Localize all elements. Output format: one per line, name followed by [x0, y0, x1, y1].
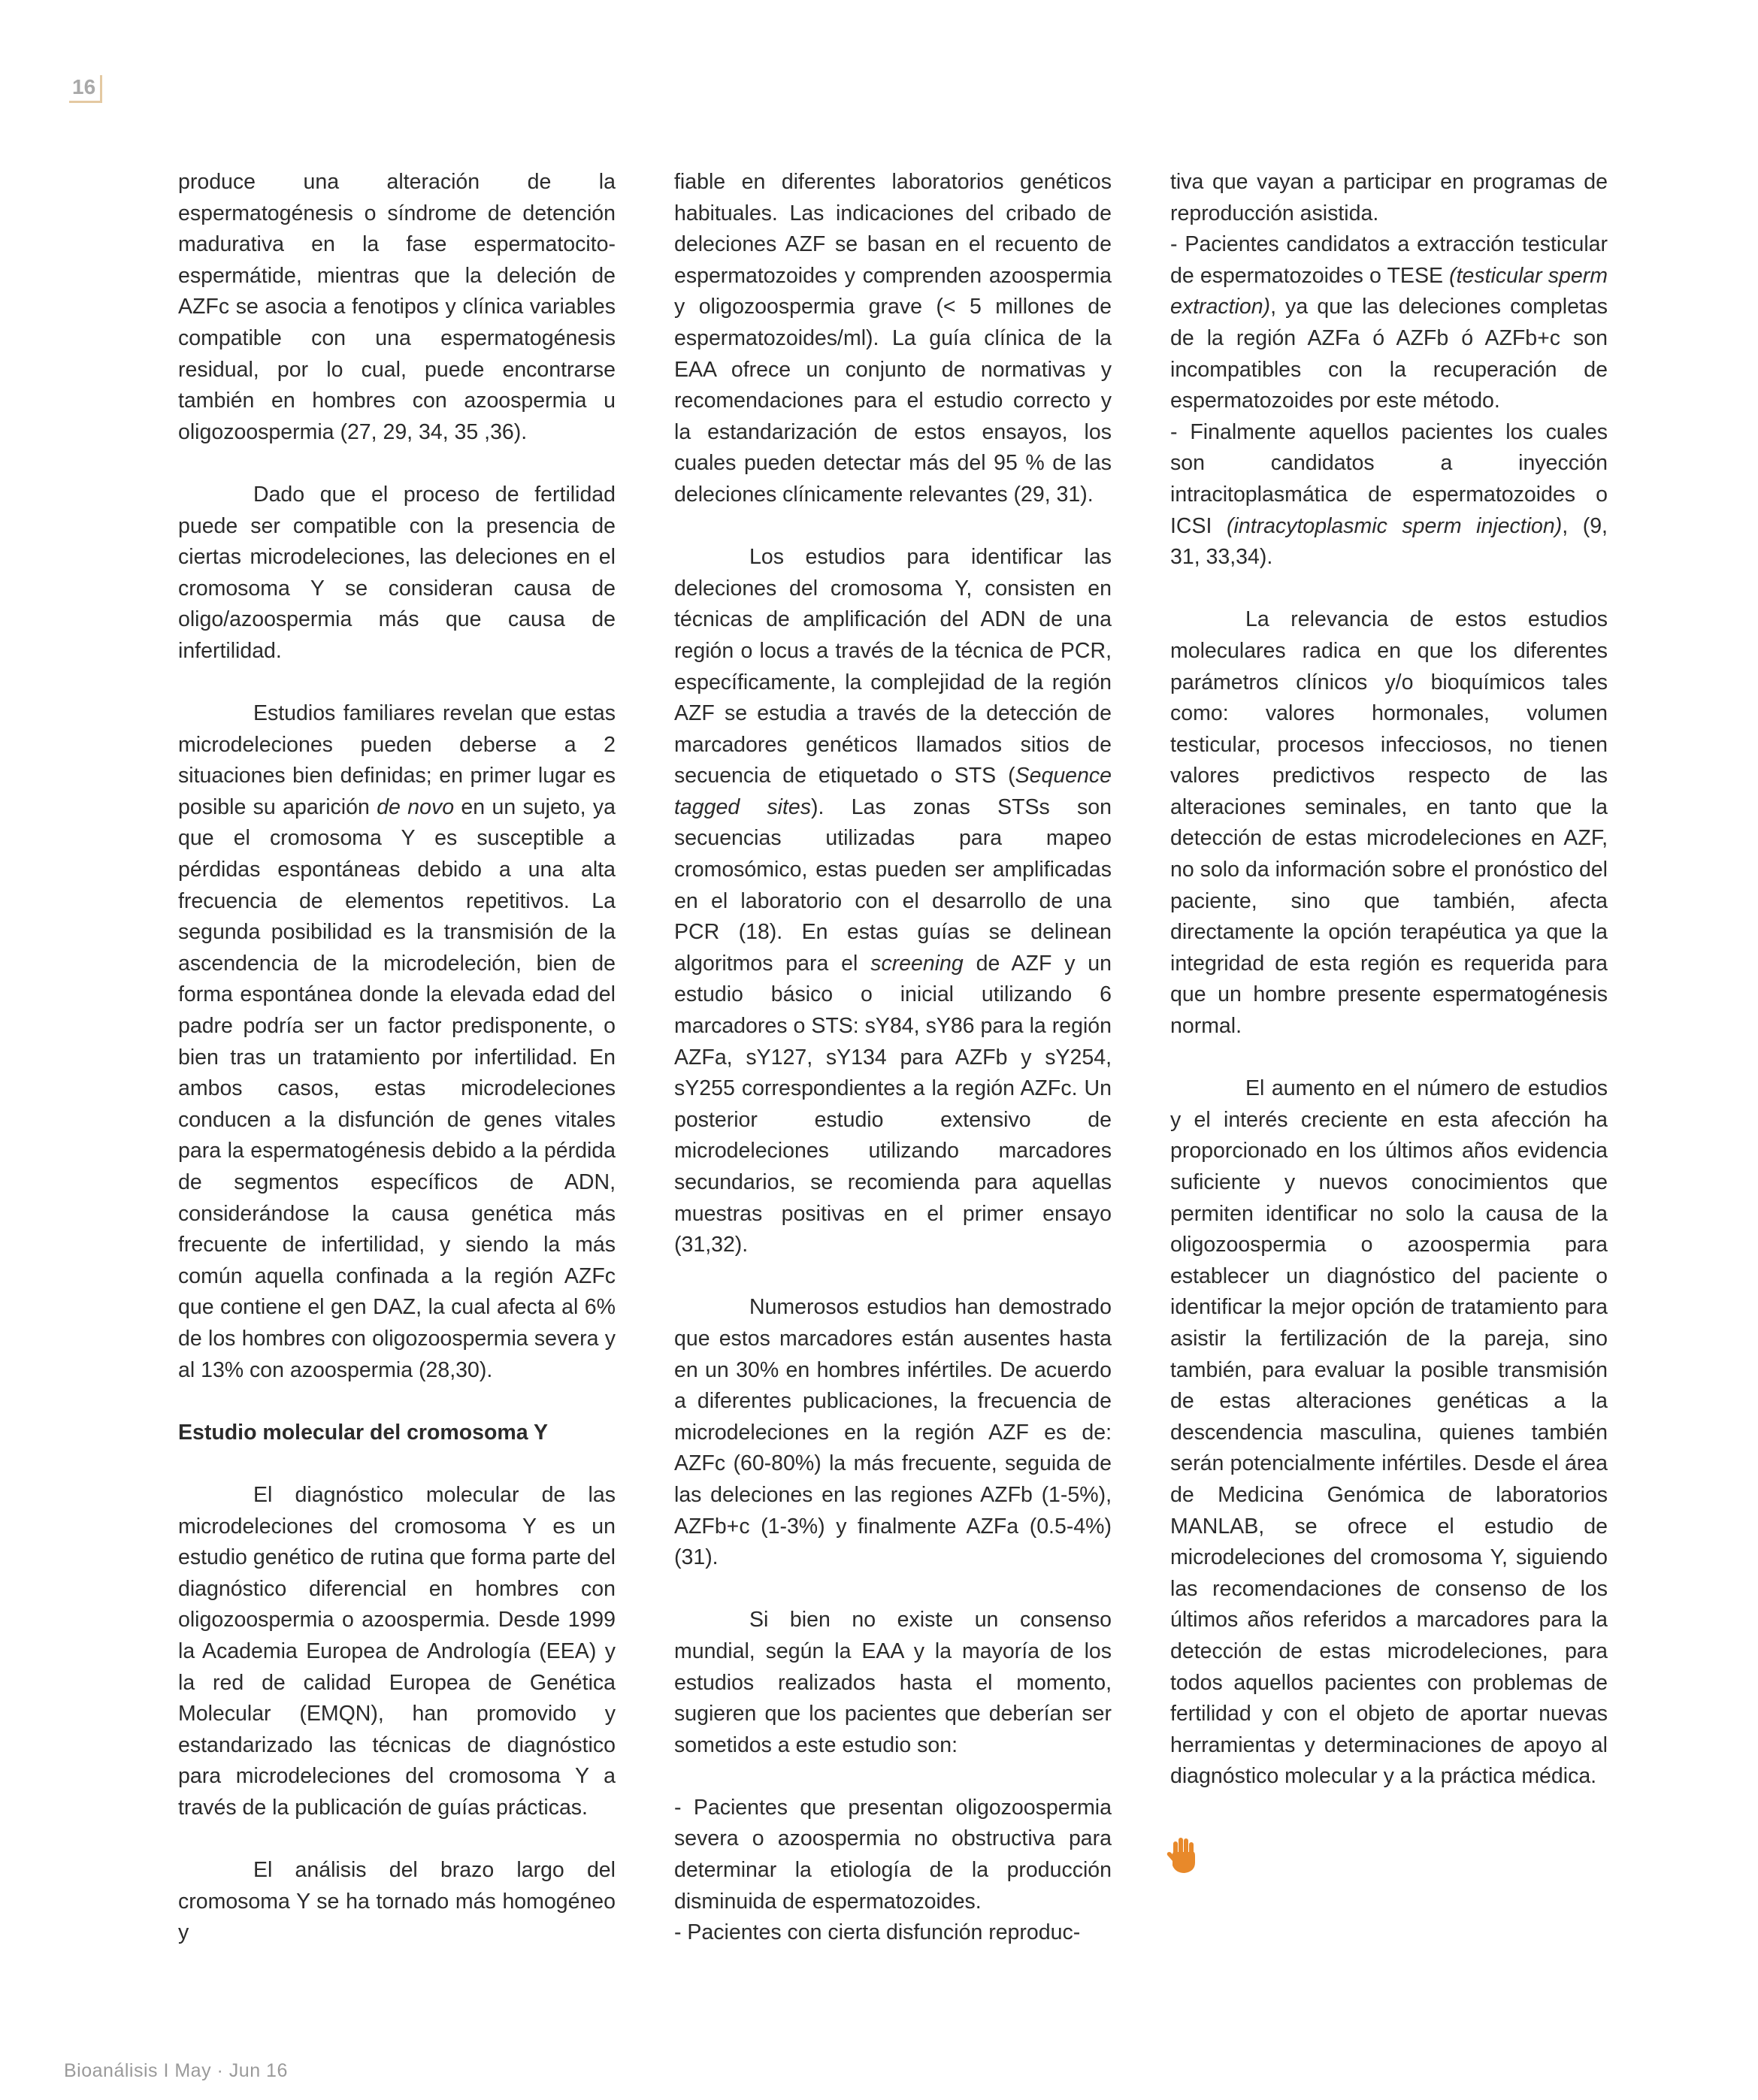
italic-term: screening: [870, 951, 964, 976]
italic-term: (intracytoplasmic sperm injection): [1227, 513, 1563, 538]
paragraph: Numerosos estudios han demostrado que estos marcadores están ausentes hasta en un 30% en hombres infértiles. De acuerdo a diferentes publicaciones, la frecuencia de microdeleciones en la región AZF es de: AZFc (60-80%) la más frecuente, seguida de las deleciones en las regiones AZFb (1-5%), AZFb+c (1-3%) y finalmente AZFa (0.5-4%) (31).: [674, 1295, 1112, 1570]
list-item: - Pacientes con cierta disfunción reproduc-: [674, 1920, 1081, 1945]
footer: Bioanálisis I May · Jun 16: [64, 2060, 288, 2081]
column-2: [674, 167, 1112, 1949]
paragraph: tiva que vayan a participar en programas de reproducción asistida.: [1170, 170, 1608, 225]
paragraph: produce una alteración de la espermatogénesis o síndrome de detención madurativa en la fase espermatocito-espermátide, mientras que la deleción de AZFc se asocia a fenotipos y clínica variables compatible con una espermatogénesis residual, por lo cual, puede encontrarse también en hombres con azoospermia u oligozoospermia (27, 29, 34, 35 ,36).: [178, 170, 616, 444]
paragraph: La relevancia de estos estudios moleculares radica en que los diferentes parámetros clínicos y/o bioquímicos tales como: valores hormonales, volumen testicular, procesos infecciosos, no tienen valores predictivos respecto de las alteraciones seminales, en tanto que la detección de estas microdeleciones en AZF, no solo da información sobre el pronóstico del paciente, sino que también, afecta directamente la opción terapéutica ya que la integridad de esta región es requerida para que un hombre presente espermatogénesis normal.: [1170, 607, 1608, 1039]
italic-term: de novo: [377, 794, 455, 819]
paragraph: Dado que el proceso de fertilidad puede ser compatible con la presencia de ciertas microdeleciones, las deleciones en el cromosoma Y se consideran causa de oligo/azoospermia más que causa de infertilidad.: [178, 482, 616, 663]
list-item: - Pacientes que presentan oligozoospermia severa o azoospermia no obstructiva para determinar la etiología de la producción disminuida de espermatozoides.: [674, 1795, 1112, 1914]
column-1: [178, 167, 616, 1949]
hand-icon: [1166, 1835, 1200, 1875]
paragraph: El análisis del brazo largo del cromosoma Y se ha tornado más homogéneo y: [178, 1858, 616, 1945]
list-item: - Finalmente aquellos pacientes los cuales son candidatos a inyección intracitoplasmática de espermatozoides o ICSI (intracytoplasmic sperm injection), (9, 31, 33,34).: [1170, 419, 1608, 570]
paragraph: Estudios familiares revelan que estas microdeleciones pueden deberse a 2 situaciones bien definidas; en primer lugar es posible su aparición de novo en un sujeto, ya que el cromosoma Y es susceptible a pérdidas espontáneas debido a una alta frecuencia de elementos repetitivos. La segunda posibilidad es la transmisión de la ascendencia de la microdeleción, bien de forma espontánea donde la elevada edad del padre podría ser un factor predisponente, o bien tras un tratamiento por infertilidad. En ambos casos, estas microdeleciones conducen a la disfunción de genes vitales para la espermatogénesis debido a la pérdida de segmentos específicos de ADN, considerándose la causa genética más frecuente de infertilidad, y siendo la más común aquella confinada a la región AZFc que contiene el gen DAZ, la cual afecta al 6% de los hombres con oligozoospermia severa y al 13% con azoospermia (28,30).: [178, 701, 616, 1382]
page-number: 16: [69, 75, 102, 103]
column-3: [1170, 167, 1608, 1793]
paragraph: El aumento en el número de estudios y el interés creciente en esta afección ha proporcionado en los últimos años evidencia suficiente y nuevos conocimientos que permiten identificar no solo la causa de la oligozoospermia o azoospermia para establecer un diagnóstico del paciente o identificar la mejor opción de tratamiento para asistir la fertilización de la pareja, sino también, para evaluar la posible transmisión de estas alteraciones genéticas a la descendencia masculina, quienes también serán potencialmente infértiles. Desde el área de Medicina Genómica de laboratorios MANLAB, se ofrece el estudio de microdeleciones del cromosoma Y, siguiendo las recomendaciones de consenso de los últimos años referidos a marcadores para la detección de estas microdeleciones, para todos aquellos pacientes con problemas de fertilidad y con el objeto de aportar nuevas herramientas y determinaciones de apoyo al diagnóstico molecular y a la práctica médica.: [1170, 1076, 1608, 1789]
paragraph: El diagnóstico molecular de las microdeleciones del cromosoma Y es un estudio genético de rutina que forma parte del diagnóstico diferencial en hombres con oligozoospermia o azoospermia. Desde 1999 la Academia Europea de Andrología (EEA) y la red de calidad Europea de Genética Molecular (EMQN), han promovido y estandarizado las técnicas de diagnóstico para microdeleciones del cromosoma Y a través de la publicación de guías prácticas.: [178, 1482, 616, 1820]
section-heading: Estudio molecular del cromosoma Y: [178, 1420, 549, 1445]
paragraph: Los estudios para identificar las deleciones del cromosoma Y, consisten en técnicas de amplificación del ADN de una región o locus a través de la técnica de PCR, específicamente, la complejidad de la región AZF se estudia a través de la detección de marcadores genéticos llamados sitios de secuencia de etiquetado o STS (Sequence tagged sites). Las zonas STSs son secuencias utilizadas para mapeo cromosómico, estas pueden ser amplificadas en el laboratorio con el desarrollo de una PCR (18). En estas guías se delinean algoritmos para el screening de AZF y un estudio básico o inicial utilizando 6 marcadores o STS: sY84, sY86 para la región AZFa, sY127, sY134 para AZFb y sY254, sY255 correspondientes a la región AZFc. Un posterior estudio extensivo de microdeleciones utilizando marcadores secundarios, se recomienda para aquellas muestras positivas en el primer ensayo (31,32).: [674, 545, 1112, 1257]
list-item: - Pacientes candidatos a extracción testicular de espermatozoides o TESE (testicular sperm extraction), ya que las deleciones completas de la región AZFa ó AZFb ó AZFb+c son incompatibles con la recuperación de espermatozoides por este método.: [1170, 232, 1608, 413]
paragraph: fiable en diferentes laboratorios genéticos habituales. Las indicaciones del cribado de deleciones AZF se basan en el recuento de espermatozoides y comprenden azoospermia y oligozoospermia grave (< 5 millones de espermatozoides/ml). La guía clínica de la EAA ofrece un conjunto de normativas y recomendaciones para el estudio correcto y la estandarización de estos ensayos, los cuales pueden detectar más del 95 % de las deleciones clínicamente relevantes (29, 31).: [674, 170, 1112, 507]
paragraph: Si bien no existe un consenso mundial, según la EAA y la mayoría de los estudios realizados hasta el momento, sugieren que los pacientes que deberían ser sometidos a este estudio son:: [674, 1608, 1112, 1757]
italic-term: (testicular sperm extraction): [1170, 263, 1608, 319]
italic-term: Sequence tagged sites: [674, 764, 1112, 819]
